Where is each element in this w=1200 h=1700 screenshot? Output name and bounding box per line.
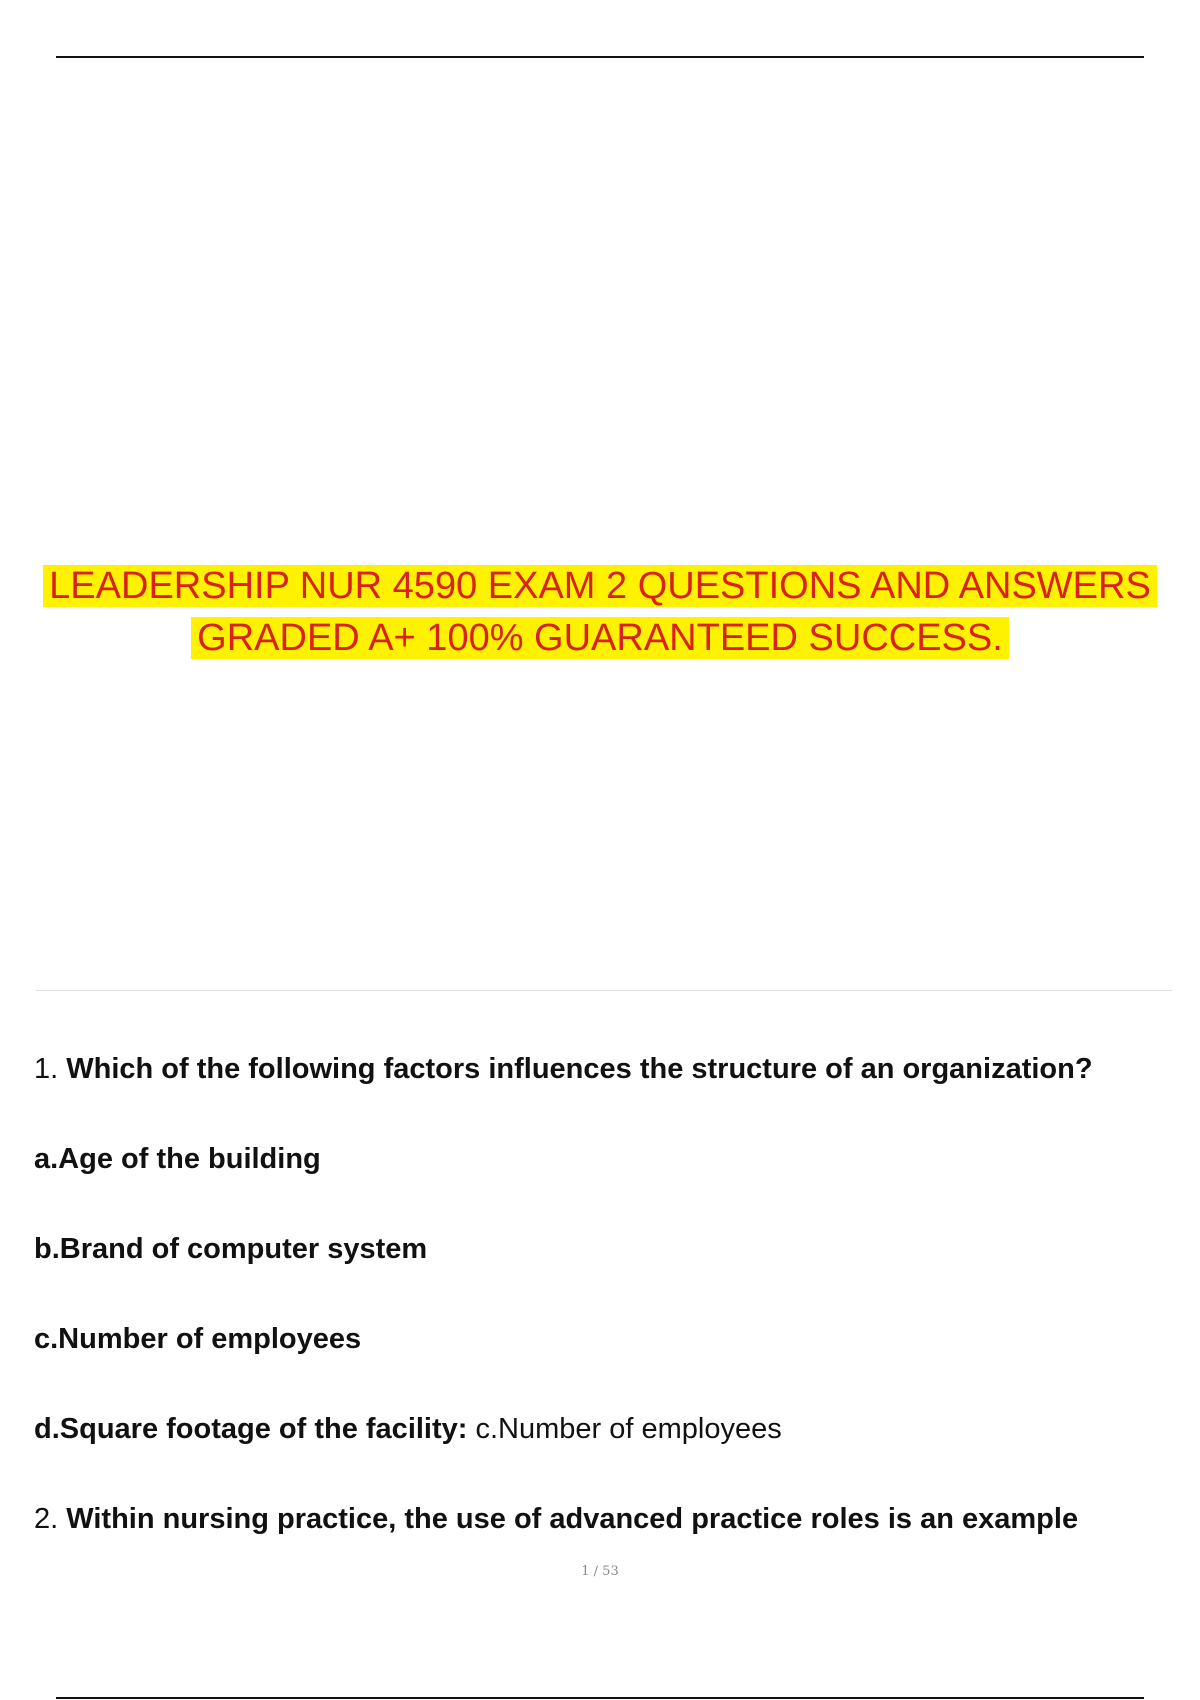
question-1-option-d-text: d.Square footage of the facility: [34,1413,468,1445]
question-2 [34,1495,1174,1543]
question-1-option-c: c.Number of employees [34,1323,362,1355]
question-list [34,1045,1174,1585]
question-2-text: Within nursing practice, the use of advanced practice roles is an example [66,1503,1079,1535]
question-1-option-a: a.Age of the building [34,1143,321,1175]
page-indicator: 1 / 53 [581,1564,619,1579]
title-line-2-text: GRADED A+ 100% GUARANTEED SUCCESS. [191,617,1009,659]
section-divider [36,990,1172,991]
question-1-answer: c.Number of employees [475,1413,782,1445]
document-title [0,560,1200,664]
question-1-text: Which of the following factors influences the structure of an organization? [66,1053,1093,1085]
question-1 [34,1045,1174,1093]
question-1-number: 1. [34,1053,59,1085]
question-1-option-b: b.Brand of computer system [34,1233,428,1265]
title-line-1 [0,560,1200,612]
question-2-number: 2. [34,1503,59,1535]
question-1-option-d [34,1405,1174,1453]
top-rule [56,56,1144,58]
title-line-2 [0,612,1200,664]
title-line-1-text: LEADERSHIP NUR 4590 EXAM 2 QUESTIONS AND ANSWERS [43,565,1157,607]
bottom-rule [56,1697,1144,1699]
